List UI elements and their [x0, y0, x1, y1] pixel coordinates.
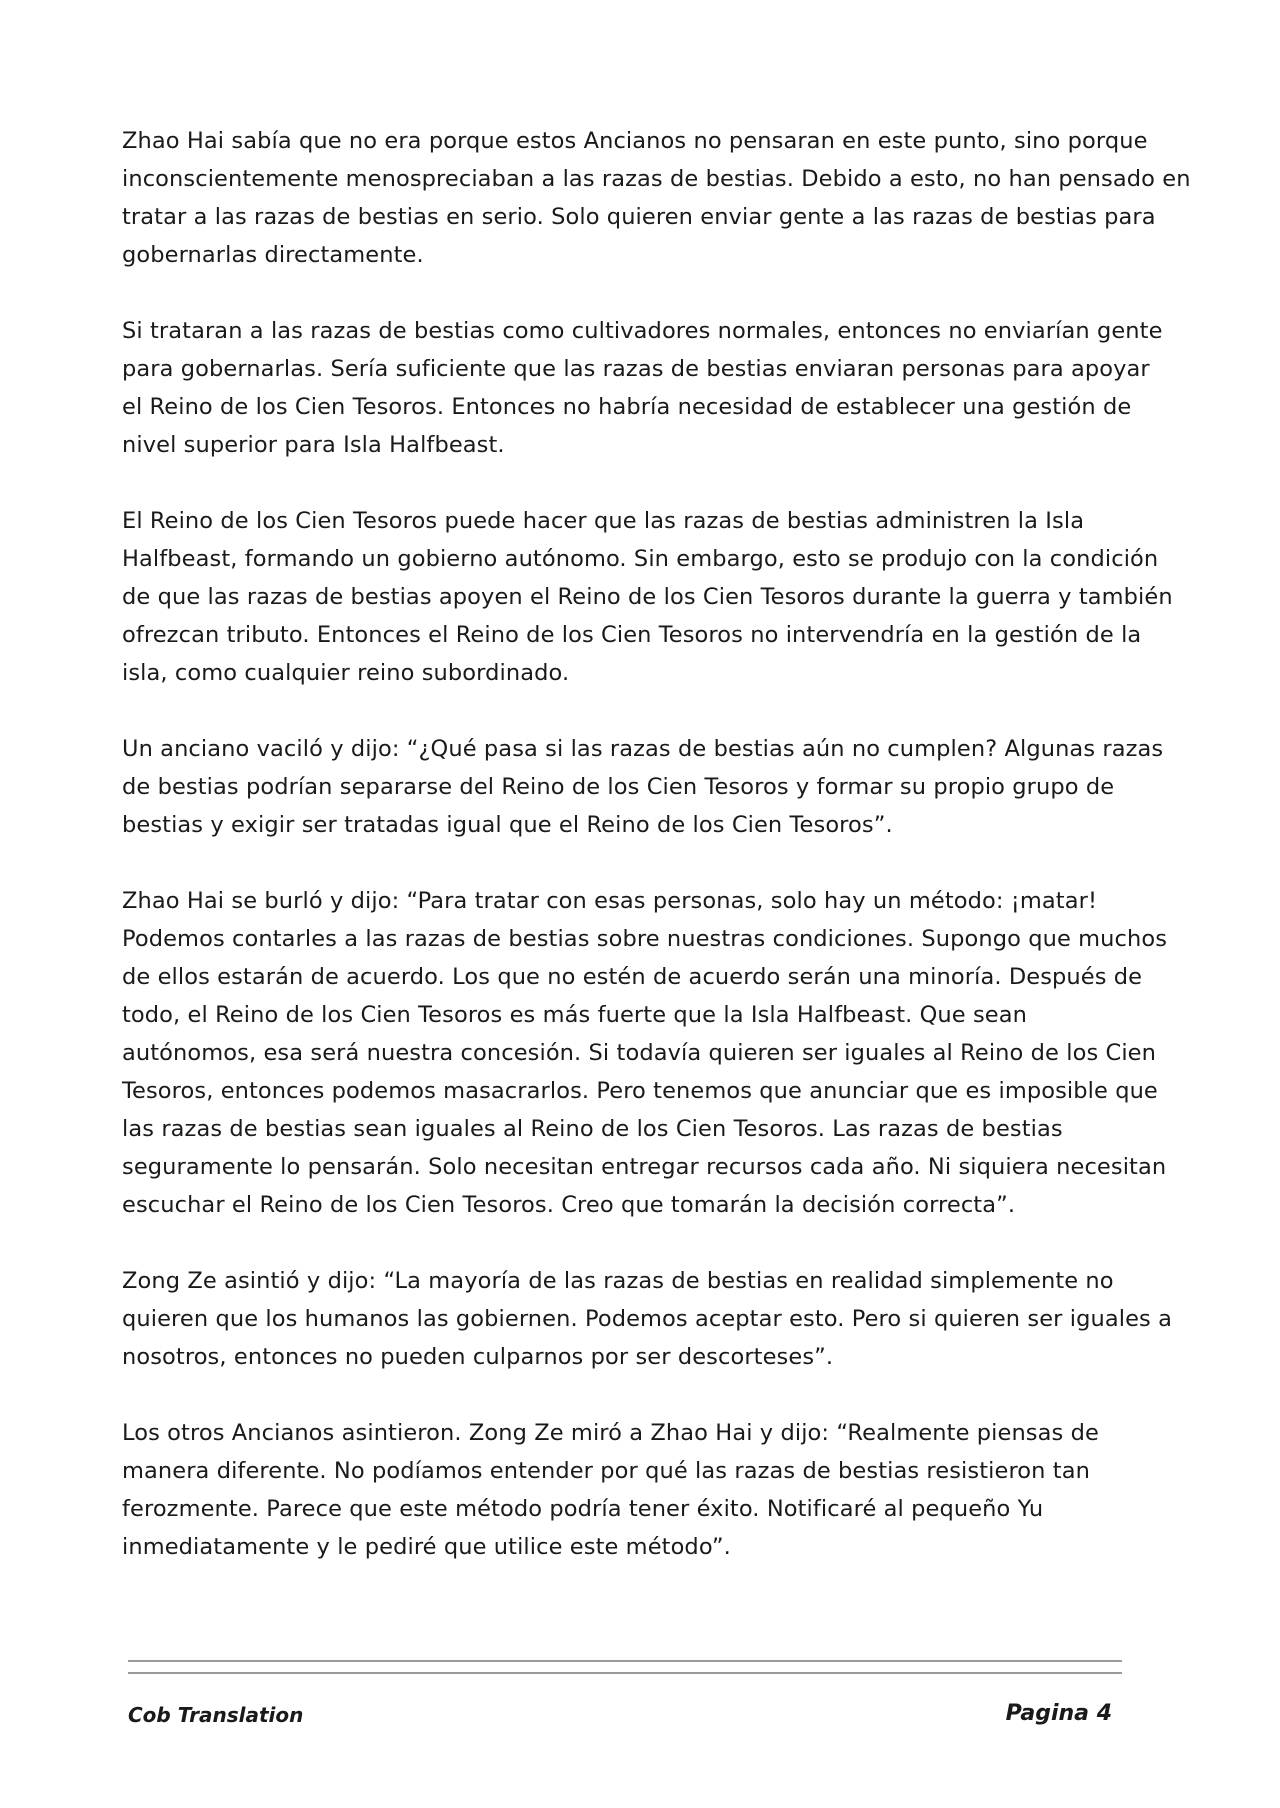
paragraph-line: nivel superior para Isla Halfbeast.	[122, 432, 505, 458]
paragraph-line: el Reino de los Cien Tesoros. Entonces no habría necesidad de establecer una gestión de	[122, 394, 1132, 420]
paragraph-line: El Reino de los Cien Tesoros puede hacer que las razas de bestias administren la Isla	[122, 508, 1085, 534]
paragraph-line: isla, como cualquier reino subordinado.	[122, 660, 570, 686]
paragraph-line: Podemos contarles a las razas de bestias sobre nuestras condiciones. Supongo que muchos	[122, 926, 1168, 952]
paragraph-line: Zhao Hai se burló y dijo: “Para tratar con esas personas, solo hay un método: ¡matar!	[122, 888, 1098, 914]
paragraph-line: inconscientemente menospreciaban a las razas de bestias. Debido a esto, no han pensado en	[122, 166, 1191, 192]
paragraph-line: Halfbeast, formando un gobierno autónomo. Sin embargo, esto se produjo con la condición	[122, 546, 1159, 572]
paragraph-line: de que las razas de bestias apoyen el Reino de los Cien Tesoros durante la guerra y también	[122, 584, 1173, 610]
paragraph	[122, 1262, 1172, 1376]
paragraph-line: autónomos, esa será nuestra concesión. Si todavía quieren ser iguales al Reino de los Cien	[122, 1040, 1156, 1066]
paragraph-line: tratar a las razas de bestias en serio. Solo quieren enviar gente a las razas de bestias para	[122, 204, 1156, 230]
paragraph-line: nosotros, entonces no pueden culparnos por ser descorteses”.	[122, 1344, 834, 1370]
paragraph	[122, 312, 1163, 464]
paragraph-line: para gobernarlas. Sería suficiente que las razas de bestias enviaran personas para apoyar	[122, 356, 1150, 382]
paragraph-line: inmediatamente y le pediré que utilice este método”.	[122, 1534, 731, 1560]
paragraph-line: ferozmente. Parece que este método podría tener éxito. Notificaré al pequeño Yu	[122, 1496, 1044, 1522]
footer-divider-bottom	[128, 1672, 1122, 1674]
paragraph-line: Los otros Ancianos asintieron. Zong Ze miró a Zhao Hai y dijo: “Realmente piensas de	[122, 1420, 1099, 1446]
paragraph-line: Tesoros, entonces podemos masacrarlos. Pero tenemos que anunciar que es imposible que	[122, 1078, 1158, 1104]
paragraph-line: ofrezcan tributo. Entonces el Reino de los Cien Tesoros no intervendría en la gestión de la	[122, 622, 1142, 648]
paragraph	[122, 1414, 1142, 1566]
paragraph-line: bestias y exigir ser tratadas igual que el Reino de los Cien Tesoros”.	[122, 812, 893, 838]
body-text	[122, 122, 1191, 1604]
paragraph-line: de ellos estarán de acuerdo. Los que no estén de acuerdo serán una minoría. Después de	[122, 964, 1143, 990]
paragraph-line: Zong Ze asintió y dijo: “La mayoría de las razas de bestias en realidad simplemente no	[122, 1268, 1114, 1294]
paragraph-line: gobernarlas directamente.	[122, 242, 424, 268]
paragraph	[122, 122, 1191, 274]
footer-divider-top	[128, 1660, 1122, 1662]
paragraph-line: seguramente lo pensarán. Solo necesitan entregar recursos cada año. Ni siquiera necesitan	[122, 1154, 1167, 1180]
paragraph-line: manera diferente. No podíamos entender por qué las razas de bestias resistieron tan	[122, 1458, 1090, 1484]
paragraph	[122, 882, 1168, 1224]
paragraph-line: de bestias podrían separarse del Reino de los Cien Tesoros y formar su propio grupo de	[122, 774, 1115, 800]
footer-page-number: Pagina 4	[1005, 1701, 1112, 1726]
paragraph	[122, 730, 1164, 844]
footer-translator-credit: Cob Translation	[128, 1703, 304, 1727]
paragraph-line: escuchar el Reino de los Cien Tesoros. Creo que tomarán la decisión correcta”.	[122, 1192, 1016, 1218]
paragraph-line: Si trataran a las razas de bestias como cultivadores normales, entonces no enviarían gente	[122, 318, 1163, 344]
paragraph-line: todo, el Reino de los Cien Tesoros es más fuerte que la Isla Halfbeast. Que sean	[122, 1002, 1027, 1028]
paragraph-line: Zhao Hai sabía que no era porque estos Ancianos no pensaran en este punto, sino porque	[122, 128, 1148, 154]
paragraph-line: quieren que los humanos las gobiernen. Podemos aceptar esto. Pero si quieren ser iguales a	[122, 1306, 1172, 1332]
paragraph-line: las razas de bestias sean iguales al Reino de los Cien Tesoros. Las razas de bestias	[122, 1116, 1063, 1142]
paragraph-line: Un anciano vaciló y dijo: “¿Qué pasa si las razas de bestias aún no cumplen? Algunas razas	[122, 736, 1164, 762]
paragraph	[122, 502, 1173, 692]
